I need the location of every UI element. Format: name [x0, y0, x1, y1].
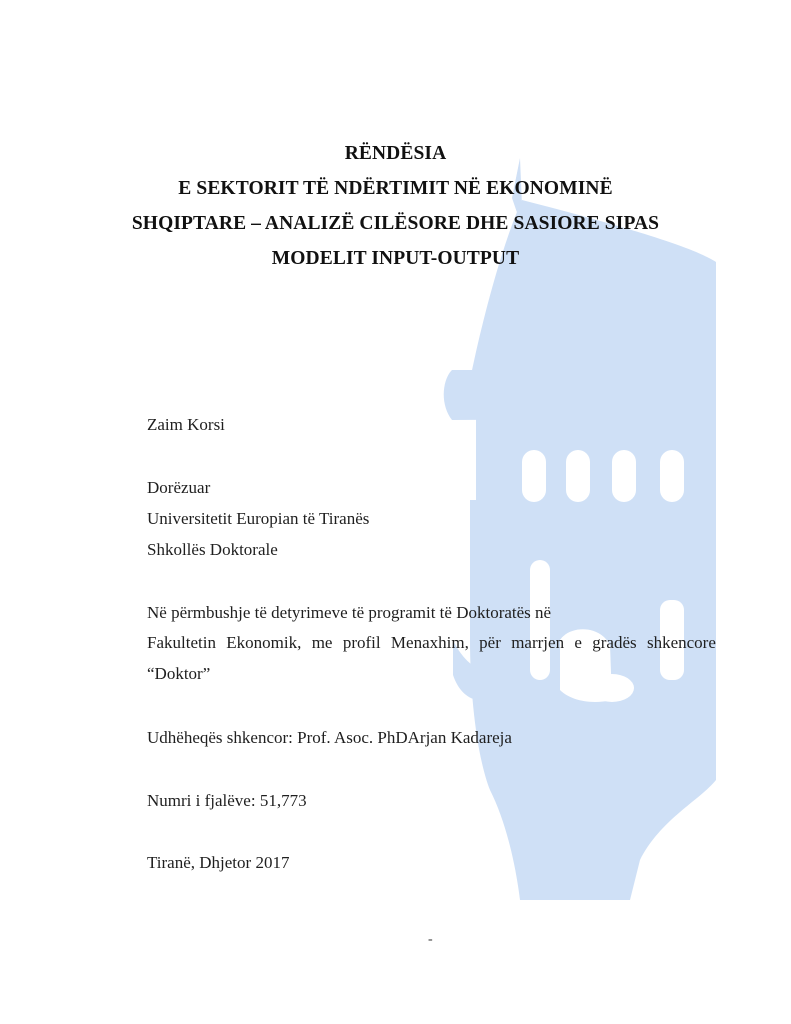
fulfillment-word: e	[574, 633, 582, 652]
place-date: Tiranë, Dhjetor 2017	[147, 853, 290, 872]
document-title	[0, 136, 791, 276]
submission-university: Universitetit Europian të Tiranës	[147, 509, 370, 528]
title-line-2: E SEKTORIT TË NDËRTIMIT NË EKONOMINË	[178, 178, 613, 199]
title-line-3: SHQIPTARE – ANALIZË CILËSORE DHE SASIORE SIPAS	[131, 213, 660, 234]
fulfillment-word: për	[479, 633, 501, 652]
fulfillment-word: Fakultetin	[147, 633, 216, 652]
fulfillment-word: Ekonomik,	[226, 633, 302, 652]
submission-label: Dorëzuar	[147, 478, 211, 497]
fulfillment-word: me	[311, 633, 333, 652]
fulfillment-word: Menaxhim,	[390, 633, 469, 652]
advisor: Udhëheqës shkencor: Prof. Asoc. PhDArjan Kadareja	[147, 728, 512, 747]
author-name: Zaim Korsi	[147, 415, 225, 434]
title-line-4: MODELIT INPUT-OUTPUT	[271, 248, 520, 269]
page-number-mark: -	[428, 932, 433, 947]
fulfillment-line-1: Në përmbushje të detyrimeve të programit të Doktoratës në	[147, 603, 552, 622]
submission-school: Shkollës Doktorale	[147, 540, 278, 559]
word-count: Numri i fjalëve: 51,773	[147, 791, 307, 810]
fulfillment-line-3: “Doktor”	[147, 664, 211, 683]
title-line-1: RËNDËSIA	[344, 143, 447, 164]
fulfillment-word: gradës	[592, 633, 637, 652]
fulfillment-word: profil	[342, 633, 381, 652]
fulfillment-line-2	[147, 632, 716, 653]
fulfillment-word: shkencore	[646, 633, 716, 652]
fulfillment-word: marrjen	[511, 633, 565, 652]
